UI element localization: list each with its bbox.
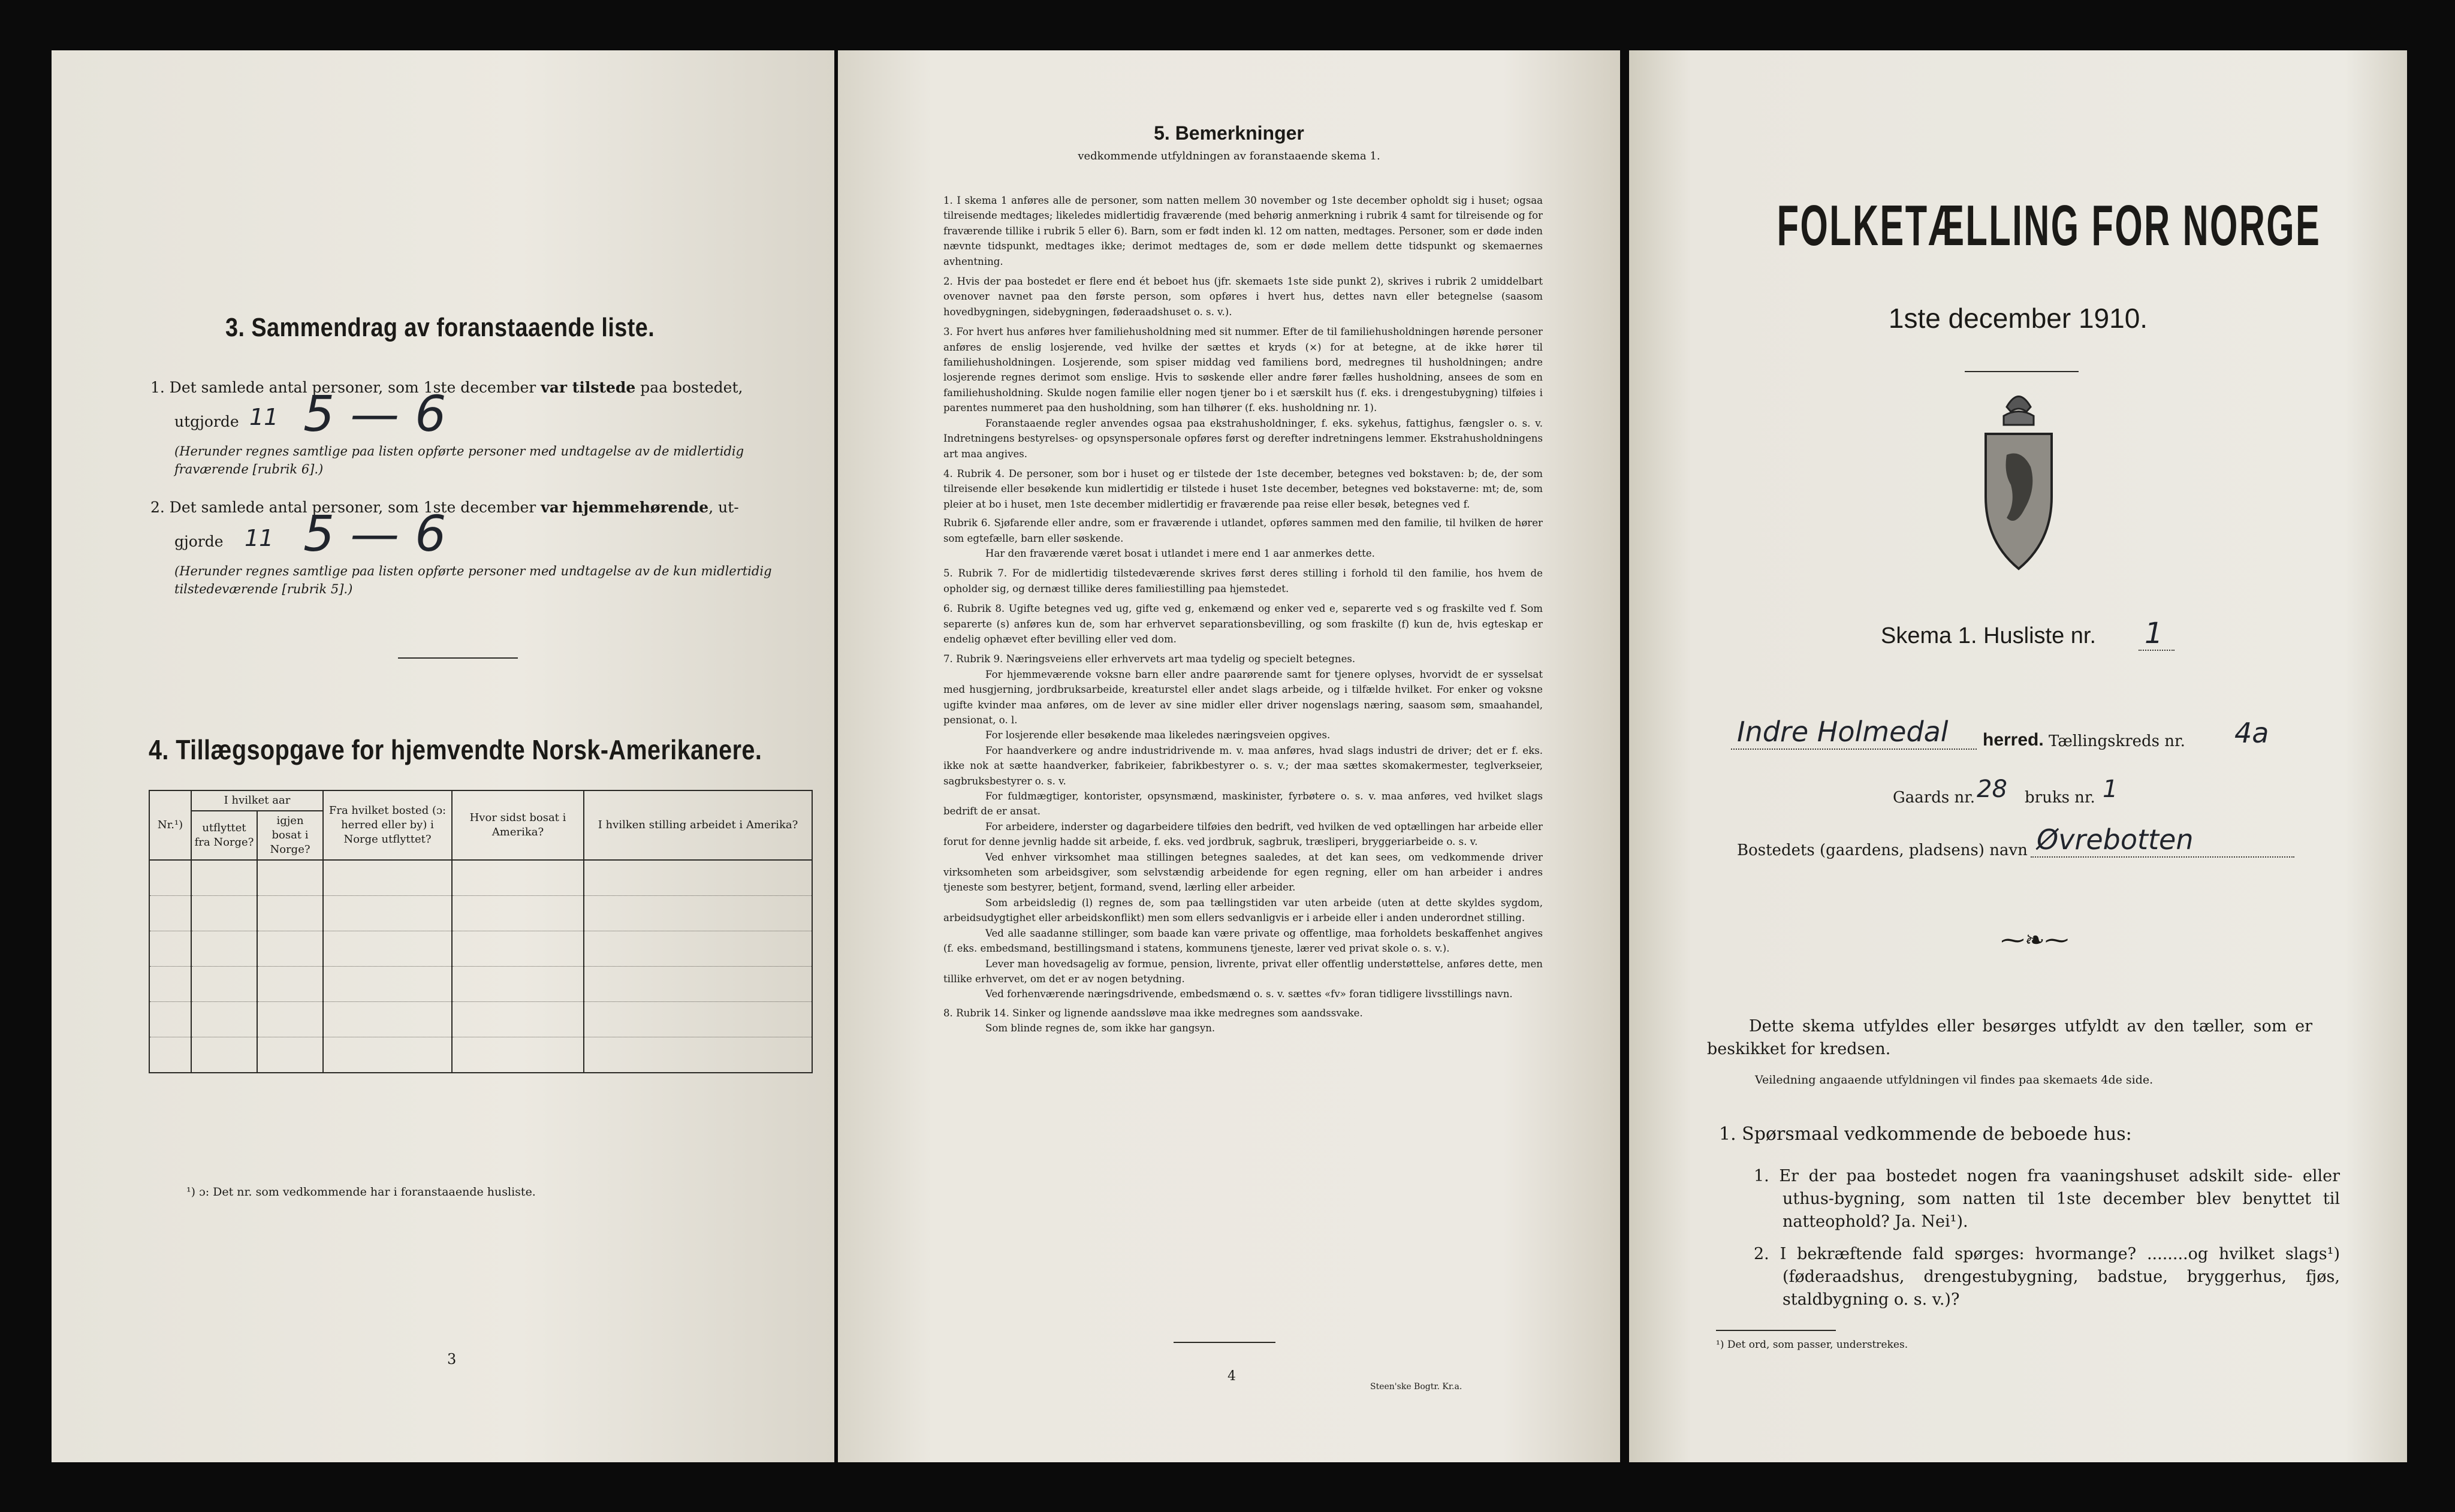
form-title: FOLKETÆLLING FOR NORGE [1777, 194, 2321, 258]
questions-title: 1. Spørsmaal vedkommende de beboede hus: [1719, 1124, 2132, 1145]
remark-8: 8. Rubrik 14. Sinker og lignende aandssløve maa ikke medregnes som aandssvake. [943, 1007, 1363, 1019]
remark-1: 1. I skema 1 anføres alle de personer, som natten mellem 30 november og 1ste december opholdt sig i huset; ogsaa tilreisende medtages; likeledes midlertidig fraværende (med behørig anmerkning i rubrik 4 samt for tilreisende og for fraværende tillike i rubrik 5 eller 6). Barn, som er født inden kl. 12 om natten, medtages. Personer, som er døde inden nævnte tidspunkt, medtages ikke; derimot medtages de, som er døde mellem dette tidspunkt og skemaernes avhentning. [943, 195, 1543, 267]
remark-6: 6. Rubrik 8. Ugifte betegnes ved ug, gifte ved g, enkemænd og enker ved e, separerte ved s og fraskilte ved f. Som separerte (s) anføres kun de, som har erhvervet separationsbevilling, og som fraskilte (f) kun de, hvis egteskap er endelig ophævet efter bevilling eller ved dom. [943, 603, 1543, 645]
table-row [149, 1002, 812, 1037]
printer-imprint: Steen'ske Bogtr. Kr.a. [1370, 1382, 1462, 1392]
section-4-title: 4. Tillægsopgave for hjemvendte Norsk-Amerikanere. [149, 734, 762, 765]
remark-2: 2. Hvis der paa bostedet er flere end ét beboet hus (jfr. skemaets 1ste side punkt 2), skrives i rubrik 2 umiddelbart ovenover navnet paa den første person, som opføres i hvert hus, dettes navn eller betegnelse (saasom hovedbygningen, sidebygningen, føderaadshuset o. s. v.). [943, 276, 1543, 318]
guide-text: Veiledning angaaende utfyldningen vil findes paa skemaets 4de side. [1755, 1073, 2154, 1087]
col-hvor: Hvor sidst bosat i Amerika? [452, 790, 584, 860]
table-row [149, 860, 812, 896]
bruks-hw: 1 [2103, 775, 2118, 803]
remark-7-c: For haandverkere og andre industridrivende m. v. maa anføres, hvad slags industri de driver; det er f. eks. ikke nok at sætte haandverker, fabrikeier, fabrikbestyrer o. s. v.; der maa sættes skomakermester, teglverkseier, sagbruksbestyrer o. s. v. [943, 744, 1543, 787]
schema-label: Skema 1. Husliste nr. [1881, 623, 2097, 648]
col-group-year: I hvilket aar [191, 790, 323, 811]
table-row [149, 1037, 812, 1073]
remark-7-b: For losjerende eller besøkende maa likeledes næringsveien opgives. [985, 729, 1331, 741]
remark-4: 4. Rubrik 4. De personer, som bor i huset og er tilstede der 1ste december, betegnes ved bokstaven: b; de, der som tilreisende eller besøkende kun midlertidig er tilstede i huset 1ste december, betegnes ved bokstaverne: mt; de, som pleier at bo i huset, men 1ste december midlertidig er fraværende paa reise eller besøk, betegnes ved f. [943, 467, 1543, 510]
item-1-handwritten-value: 11 [249, 404, 279, 430]
remark-8-a: Som blinde regnes de, som ikke har gangsyn. [985, 1022, 1216, 1034]
remark-7-j: Ved forhenværende næringsdrivende, embedsmænd o. s. v. sættes «fv» foran tidligere livsstillings navn. [985, 988, 1513, 1000]
remark-7-f: Ved enhver virksomhet maa stillingen betegnes saaledes, at det kan sees, om vedkommende driver virksomheten som arbeidsgiver, som selvstændig arbeidende for egen regning, eller om han arbeider i andres tjeneste som bestyrer, betjent, formand, svend, lærling eller arbeider. [943, 851, 1543, 894]
ornament-icon: ⁓❧⁓ [2001, 926, 2069, 954]
coat-of-arms-icon [1974, 383, 2064, 587]
remark-3: 3. For hvert hus anføres hver familiehusholdning med sit nummer. Efter de til familiehusholdningen hørende personer anføres de enslig losjerende, ved hvilke der sættes et kryds (×) for at betegne, at de ikke hører til familiehusholdningen. Losjerende, som spiser middag ved familiens bord, medregnes til husholdningen; andre losjerende regnes derimot som enslige. Hvis to søskende eller andre fører fælles husholdning, ansees de som en familiehusholdning. Skulde nogen familie eller nogen tjener bo i et særskilt hus (f. eks. i drengestubygning) tilføies i parentes nummeret paa den husholdning, som han tilhører (f. eks. husholdning nr. 1). [943, 326, 1543, 414]
item-2-handwritten-correction: 5 — 6 [303, 506, 447, 563]
col-utflyttet: utflyttet fra Norge? [191, 811, 257, 860]
page-number: 4 [1228, 1369, 1236, 1384]
page-3 [52, 50, 834, 1462]
gaards-label: Gaards nr. [1893, 789, 1976, 807]
divider [1174, 1342, 1275, 1343]
gaards-hw: 28 [1977, 775, 2007, 803]
table-row [149, 896, 812, 931]
summary-item-2: 2. Det samlede antal personer, som 1ste december var hjemmehørende, ut- [150, 499, 739, 516]
husliste-number-hw: 1 [2145, 617, 2163, 650]
bruks-label: bruks nr. [2025, 789, 2095, 807]
page-number: 3 [447, 1351, 457, 1368]
krets-hw: 4a [2234, 717, 2269, 749]
page-1 [1629, 50, 2407, 1462]
remarks-subtitle: vedkommende utfyldningen av foranstaaende skema 1. [1078, 150, 1380, 162]
herred-hw: Indre Holmedal [1737, 716, 1949, 748]
divider [1716, 1330, 1836, 1331]
table-footnote: ¹) ɔ: Det nr. som vedkommende har i foranstaaende husliste. [186, 1185, 536, 1199]
remark-4-rubrik-6: Rubrik 6. Sjøfarende eller andre, som er fraværende i utlandet, opføres sammen med den familie, til hvilken de hører som egtefælle, barn eller søskende. [943, 517, 1543, 544]
remark-7-a: For hjemmeværende voksne barn eller andre paarørende samt for tjenere oplyses, hvorvidt de er sysselsat med husgjerning, jordbruksarbeide, kreaturstel eller andet slags arbeide, og i tilfælde hvilket. For enker og voksne ugifte kvinder maa anføres, om de lever av sine midler eller driver nogenslags næring, saasom søm, smaahandel, pensionat, o. l. [943, 668, 1543, 726]
remark-7-h: Ved alle saadanne stillinger, som baade kan være private og offentlige, maa forholdets beskaffenhet angives (f. eks. embedsmand, bestillingsmand i statens, kommunens tjeneste, lærer ved privat skole o. s. v.). [943, 927, 1543, 955]
summary-item-2-total-label: gjorde [174, 533, 224, 550]
item-2-note: (Herunder regnes samtlige paa listen opførte personer med undtagelse av de kun midlertidig tilstedeværende [rubrik 5].) [174, 564, 772, 596]
census-date: 1ste december 1910. [1888, 303, 2148, 334]
remarks-list [943, 193, 1543, 1036]
intro-text: Dette skema utfyldes eller besørges utfyldt av den tæller, som er beskikket for kredsen. [1707, 1017, 2312, 1058]
question-1: 1. Er der paa bostedet nogen fra vaaningshuset adskilt side- eller uthus-bygning, som natten til 1ste december blev benyttet til natteophold? Ja. Nei¹). [1754, 1167, 2340, 1231]
norsk-amerikanere-table [149, 790, 813, 1073]
table-row [149, 931, 812, 967]
bosted-label: Bostedets (gaardens, pladsens) navn [1737, 841, 2028, 859]
summary-item-1: 1. Det samlede antal personer, som 1ste december var tilstede paa bostedet, [150, 379, 743, 396]
bosted-hw: Øvrebotten [2037, 823, 2194, 856]
summary-item-1-total-label: utgjorde [174, 413, 239, 430]
table-row [149, 967, 812, 1002]
krets-label: Tællingskreds nr. [2049, 732, 2185, 750]
page-1-footnote: ¹) Det ord, som passer, understrekes. [1716, 1339, 1908, 1351]
bosted-line [2031, 856, 2294, 858]
husliste-line [2139, 650, 2174, 651]
remark-7-d: For fuldmægtiger, kontorister, opsynsmænd, maskinister, fyrbøtere o. s. v. maa anføres, ved hvilket slags bedrift de er ansat. [943, 790, 1543, 817]
divider [398, 657, 518, 659]
herred-label: herred. [1983, 730, 2044, 750]
col-nr: Nr.¹) [149, 790, 191, 860]
item-1-note: (Herunder regnes samtlige paa listen opførte personer med undtagelse av de midlertidig fraværende [rubrik 6].) [174, 444, 744, 476]
divider [1965, 371, 2079, 372]
section-3-title: 3. Sammendrag av foranstaaende liste. [225, 313, 655, 342]
remark-7-e: For arbeidere, inderster og dagarbeidere tilføies den bedrift, ved hvilken de ved optællingen har arbeide eller forut for denne jevnlig hadde sit arbeide, f. eks. ved jordbruk, sagbruk, træsliperi, bryggeriarbeide o. s. v. [943, 820, 1543, 848]
item-1-handwritten-correction: 5 — 6 [303, 386, 447, 443]
col-igjen: igjen bosat i Norge? [257, 811, 323, 860]
remark-7-g: Som arbeidsledig (l) regnes de, som paa tællingstiden var uten arbeide (uten at dette skyldes sygdom, arbeidsudygtighet eller arbeidskonflikt) men som ellers sedvanligvis er i arbeide eller i anden underordnet stilling. [943, 897, 1543, 924]
herred-line [1731, 749, 1977, 750]
col-fra: Fra hvilket bosted (ɔ: herred eller by) i Norge utflyttet? [323, 790, 452, 860]
remark-7-i: Lever man hovedsagelig av formue, pension, livrente, privat eller offentlig understøttelse, anføres dette, men tillike erhvervet, om det er av nogen betydning. [943, 958, 1543, 985]
remarks-title: 5. Bemerkninger [1154, 122, 1304, 144]
remark-4-note: Har den fraværende været bosat i utlandet i mere end 1 aar anmerkes dette. [985, 547, 1375, 559]
item-2-handwritten-value: 11 [245, 525, 274, 551]
remark-7: 7. Rubrik 9. Næringsveiens eller erhvervets art maa tydelig og specielt betegnes. [943, 653, 1356, 665]
col-stilling: I hvilken stilling arbeidet i Amerika? [584, 790, 812, 860]
question-2: 2. I bekræftende fald spørges: hvormange? ........og hvilket slags¹) (føderaadshus, drengestubygning, badstue, bryggerhus, fjøs, staldbygning o. s. v.)? [1754, 1245, 2340, 1309]
page-4 [838, 50, 1620, 1462]
remark-3-extra: Foranstaaende regler anvendes ogsaa paa ekstrahusholdninger, f. eks. sykehus, fattighus, fængsler o. s. v. Indretningens bestyrelses- og opsynspersonale opføres først og derefter indretningens lemmer. Ekstrahusholdningens art maa angives. [943, 417, 1543, 460]
remark-5: 5. Rubrik 7. For de midlertidig tilstedeværende skrives først deres stilling i forhold til den familie, hos hvem de opholder sig, og dernæst tillike deres familiestilling paa hjemstedet. [943, 568, 1543, 594]
